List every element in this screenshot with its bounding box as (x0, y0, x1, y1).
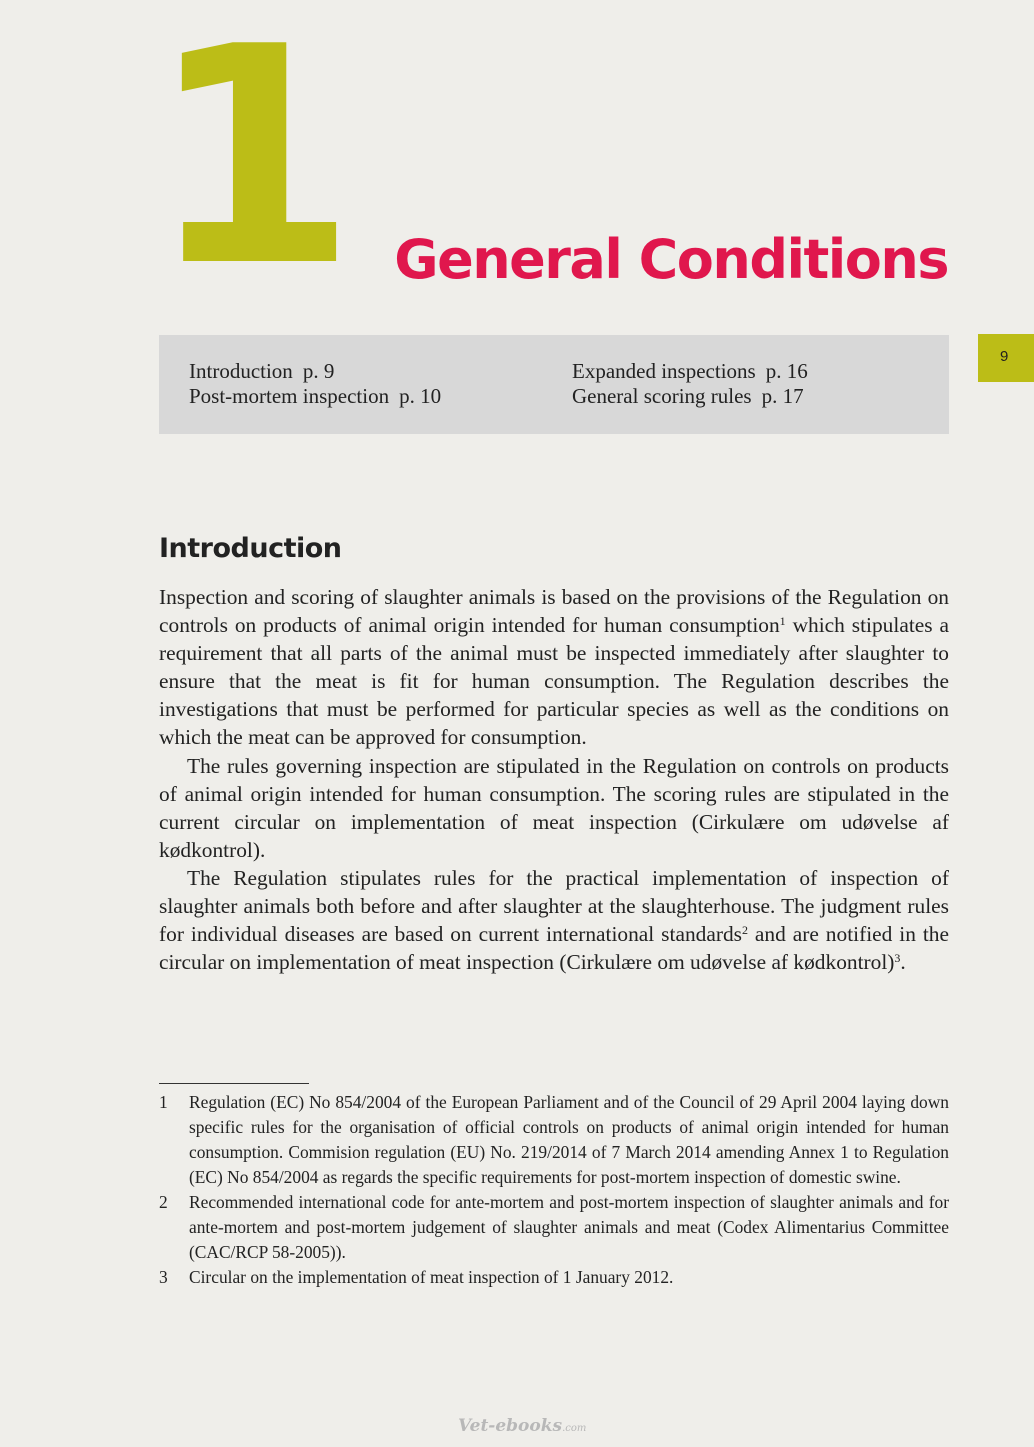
footnote (159, 1090, 949, 1190)
toc-item-page: p. 10 (399, 384, 442, 408)
toc-item-general-scoring-rules[interactable] (572, 384, 804, 409)
footnote-divider (159, 1083, 309, 1084)
footnote-ref[interactable]: 2 (741, 923, 748, 938)
footnote-text: Regulation (EC) No 854/2004 of the European Parliament and of the Council of 29 April 2004 laying down specific rules for the organisation of official controls on products of animal origin intended for human consumption. Commision regulation (EU) No. 219/2014 of 7 March 2014 amending Annex 1 to Regulation (EC) No 854/2004 as regards the specific requirements for post-mortem inspection of domestic swine. (189, 1092, 949, 1187)
footnote-number: 1 (159, 1092, 168, 1112)
footnote-number: 3 (159, 1267, 168, 1287)
footnote-text: Recommended international code for ante-mortem and post-mortem inspection of slaughter animals and for ante-mortem and post-mortem judgement of slaughter animals and meat (Codex Alimentarius Committee (CAC/RCP 58-2005)). (189, 1192, 949, 1262)
toc-item-label: General scoring rules (572, 384, 752, 408)
chapter-title: General Conditions (394, 228, 948, 291)
watermark-suffix: .com (562, 1423, 587, 1434)
paragraph-text: which stipulates a requirement that all parts of the animal must be inspected immediately after slaughter to ensure that the meat is fit for human consumption. The Regulation describes the investigations that must be performed for particular species as well as the conditions on which the meat can be approved for consumption. (159, 613, 949, 750)
toc-item-introduction[interactable] (189, 359, 334, 384)
paragraph: The rules governing inspection are stipulated in the Regulation on controls on products of animal origin intended for human consumption. The scoring rules are stipulated in the current circular on implementation of meat inspection (Cirkulære om udøvelse af kødkontrol). (159, 753, 949, 862)
toc-item-expanded-inspections[interactable] (572, 359, 808, 384)
footnote-text: Circular on the implementation of meat inspection of 1 January 2012. (189, 1267, 674, 1287)
page-number-tab (978, 334, 1034, 382)
footnotes (159, 1090, 949, 1290)
footnote (159, 1265, 949, 1290)
chapter-contents-box (159, 335, 949, 434)
watermark-text: Vet-ebooks (458, 1416, 563, 1436)
footnote (159, 1190, 949, 1265)
toc-item-label: Introduction (189, 359, 293, 383)
page-number: 9 (1000, 348, 1009, 365)
paragraph (159, 583, 949, 752)
toc-item-label: Post-mortem inspection (189, 384, 390, 408)
paragraph-text: and are notified in the circular on implementation of meat inspection (Cirkulære om udøvelse af kødkontrol) (159, 922, 949, 975)
toc-item-label: Expanded inspections (572, 359, 756, 383)
toc-item-page: p. 17 (761, 384, 804, 408)
watermark-logo (458, 1416, 586, 1436)
paragraph-text: The Regulation stipulates rules for the practical implementation of inspection of slaughter animals both before and after slaughter at the slaughterhouse. The judgment rules for individual diseases are based on current international standards (159, 865, 949, 947)
paragraph (159, 864, 949, 976)
paragraph-text: . (900, 950, 906, 975)
chapter-number: 1 (148, 0, 351, 332)
toc-item-post-mortem-inspection[interactable] (189, 384, 441, 409)
toc-item-page: p. 9 (302, 359, 335, 383)
toc-item-page: p. 16 (765, 359, 808, 383)
footnote-number: 2 (159, 1192, 168, 1212)
paragraph-text: Inspection and scoring of slaughter animals is based on the provisions of the Regulation on controls on products of animal origin intended for human consumption (159, 585, 949, 638)
body-text (159, 583, 949, 976)
section-heading: Introduction (159, 533, 342, 564)
footnote-ref[interactable]: 1 (779, 614, 786, 629)
footnote-ref[interactable]: 3 (894, 951, 901, 966)
